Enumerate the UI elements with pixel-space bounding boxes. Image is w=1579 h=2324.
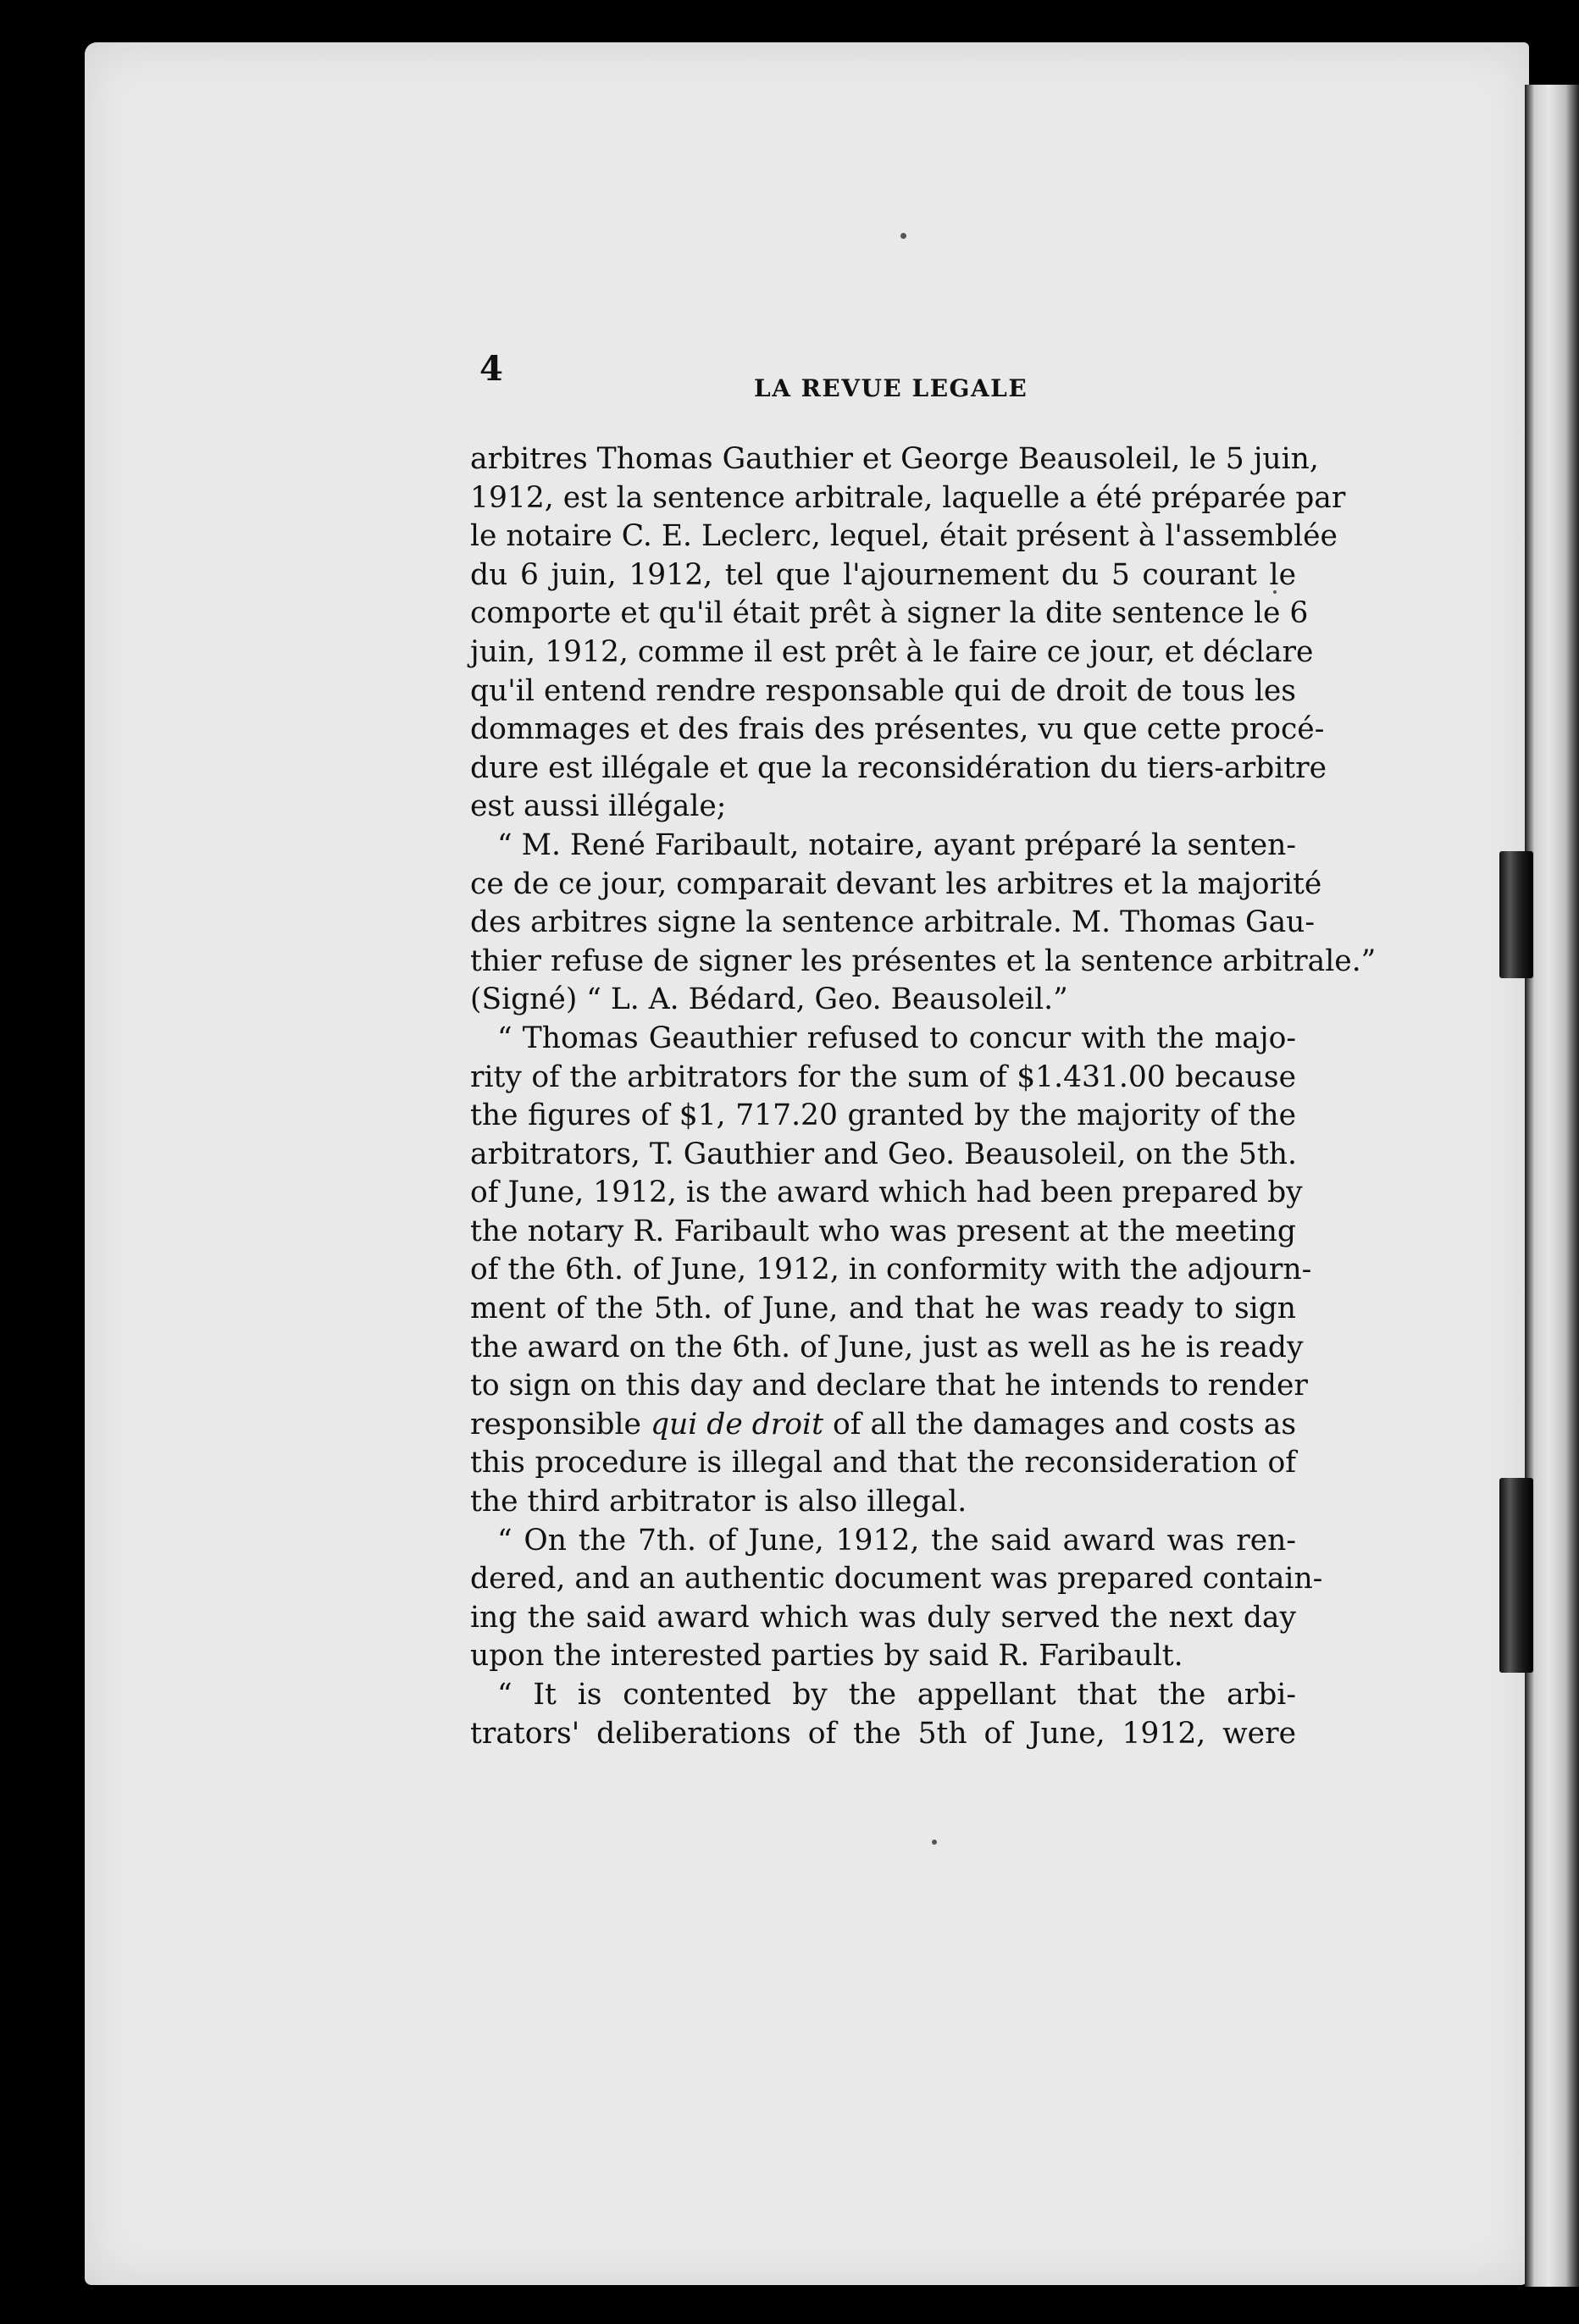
text-line: the figures of $1, 717.20 granted by the majority of the	[470, 1098, 1296, 1133]
text-line: qu'il entend rendre responsable qui de droit de tous les	[470, 673, 1296, 708]
text-line: upon the interested parties by said R. Faribault.	[470, 1639, 1183, 1674]
text-line: dommages et des frais des présentes, vu que cette procé-	[470, 712, 1325, 747]
text-line: to sign on this day and declare that he intends to render	[470, 1369, 1308, 1403]
page-number: 4	[479, 349, 503, 389]
text-line: the notary R. Faribault who was present at the meeting	[470, 1214, 1296, 1248]
text-line: 1912, est la sentence arbitrale, laquelle a été préparée par	[470, 480, 1346, 515]
text-line: juin, 1912, comme il est prêt à le faire ce jour, et déclare	[470, 634, 1314, 669]
text-line: thier refuse de signer les présentes et la sentence arbitrale.”	[470, 943, 1377, 978]
text-segment: of all the damages and costs as	[832, 1407, 1297, 1441]
dust-speck	[900, 233, 906, 239]
text-line: “ M. René Faribault, notaire, ayant préparé la senten-	[497, 827, 1296, 862]
text-line: rity of the arbitrators for the sum of $1.431.00 because	[470, 1060, 1296, 1094]
text-line: “ Thomas Geauthier refused to concur with the majo-	[497, 1021, 1296, 1055]
text-line: the third arbitrator is also illegal.	[470, 1485, 967, 1519]
text-line: du 6 juin, 1912, tel que l'ajournement du 5 courant le	[470, 557, 1296, 592]
text-line: ce de ce jour, comparait devant les arbitres et la majorité	[470, 866, 1322, 901]
text-line: of June, 1912, is the award which had been prepared by	[470, 1176, 1303, 1210]
text-line: the award on the 6th. of June, just as well as he is ready	[470, 1330, 1304, 1364]
text-line: trators' deliberations of the 5th of June, 1912, were	[470, 1716, 1296, 1751]
text-line: des arbitres signe la sentence arbitrale. M. Thomas Gau-	[470, 905, 1316, 940]
binding-clip-lower	[1499, 1478, 1533, 1673]
text-line: dure est illégale et que la reconsidération du tiers-arbitre	[470, 750, 1327, 785]
text-line: (Signé) “ L. A. Bédard, Geo. Beausoleil.”	[470, 982, 1068, 1017]
text-line-with-italic	[470, 1406, 1296, 1445]
text-segment: responsible	[470, 1407, 641, 1441]
text-line: est aussi illégale;	[470, 789, 727, 824]
text-line: “ On the 7th. of June, 1912, the said award was ren-	[497, 1523, 1296, 1558]
text-line: arbitres Thomas Gauthier et George Beausoleil, le 5 juin,	[470, 442, 1319, 476]
text-line: comporte et qu'il était prêt à signer la dite sentence le 6	[470, 596, 1309, 631]
text-line: ment of the 5th. of June, and that he was ready to sign	[470, 1292, 1296, 1326]
article-body	[470, 440, 1377, 1753]
text-line: dered, and an authentic document was prepared contain-	[470, 1562, 1323, 1596]
dust-speck	[932, 1840, 937, 1845]
italic-phrase: qui de droit	[650, 1407, 823, 1441]
text-line: ing the said award which was duly served the next day	[470, 1600, 1296, 1635]
text-line: of the 6th. of June, 1912, in conformity with the adjourn-	[470, 1253, 1312, 1287]
text-line: le notaire C. E. Leclerc, lequel, était présent à l'assemblée	[470, 519, 1338, 554]
running-title: LA REVUE LEGALE	[754, 374, 1028, 402]
binding-clip-upper	[1499, 851, 1533, 978]
text-line: arbitrators, T. Gauthier and Geo. Beausoleil, on the 5th.	[470, 1137, 1297, 1171]
text-line: “ It is contented by the appellant that the arbi-	[497, 1678, 1296, 1712]
text-line: this procedure is illegal and that the reconsideration of	[470, 1446, 1296, 1480]
next-page-edge	[1525, 85, 1579, 2287]
